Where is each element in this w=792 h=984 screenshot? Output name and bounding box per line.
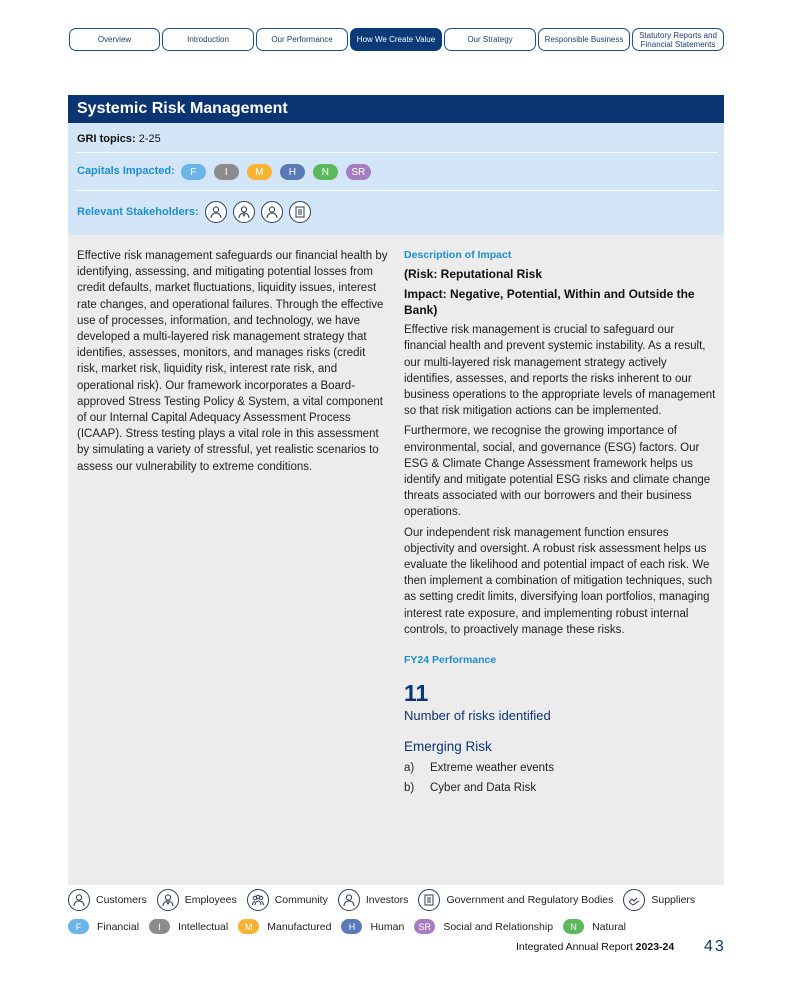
legend-item [563,919,626,934]
performance-value: 11 [404,680,429,707]
capital-badge: SR [414,919,435,934]
list-letter: b) [404,782,415,795]
capitals-label: Capitals Impacted: [77,165,175,177]
legend-label: Government and Regulatory Bodies [446,894,614,906]
meta-panel [68,123,724,235]
list-item [404,760,716,776]
tab-introduction[interactable]: Introduction [162,28,254,51]
impact-paragraph-2: Furthermore, we recognise the growing importance of environmental, social, and governance (ESG) factors. Our ESG & Climate Change Assessment framework helps us identify and mitigate potential ESG risks and climate change threats associated with our borrowers and their business operations. [404,425,711,519]
customers-icon [205,201,227,223]
impact-column [404,247,716,796]
legend-item [68,889,147,911]
impact-heading: Description of Impact [404,249,512,261]
legend-label: Investors [365,894,409,906]
legend-label: Financial [97,920,140,933]
legend-item [414,919,553,934]
capital-badge: N [563,919,584,934]
legend-item [338,889,409,911]
capital-badge: H [280,164,305,180]
capital-pills [181,162,379,181]
gri-topics-row [77,130,718,148]
legend-item [149,919,228,934]
investors-icon [338,889,360,911]
performance-label: Number of risks identified [404,708,551,724]
legend-item [157,889,237,911]
divider [77,190,718,191]
capital-badge: I [214,164,239,180]
legend-item [68,919,139,934]
legend-item [341,919,404,934]
report-year: 2023-24 [635,941,675,953]
legend-item [238,919,331,934]
stakeholders-row [77,199,718,225]
tab-responsible-business[interactable]: Responsible Business [538,28,630,51]
performance-heading: FY24 Performance [404,654,497,667]
tab-overview[interactable]: Overview [69,28,160,51]
capital-badge: F [68,919,89,934]
legend-label: Customers [96,894,147,906]
list-letter: a) [404,762,415,775]
report-footer [516,941,674,953]
legend-label: Intellectual [178,920,229,933]
stakeholder-legend [68,889,705,911]
intro-paragraph: Effective risk management safeguards our financial health by identifying, assessing, and mitigating potential losses from credit defaults, market fluctuations, liquidity issues, interest rate changes, and operational failures. Through the effective use of processes, information, and technology, we have developed a multi-layered risk management strategy that identifies, assesses, monitors, and manages risks (credit risk, market risk, liquidity risk, interest rate risk, and operational risk). Our framework incorporates a Board-approved Stress Testing Policy & System, a vital component of our Internal Capital Adequacy Assessment Process (ICAAP). Stress testing plays a vital role in this assessment by simulating a variety of stressful, yet realistic scenarios to assess our vulnerability to extreme conditions. [77,250,388,473]
page-number: 43 [704,938,726,955]
capital-badge: SR [346,164,371,180]
legend-label: Natural [592,920,626,933]
legend-label: Human [370,920,405,933]
suppliers-icon [623,889,645,911]
impact-paragraph-1: Effective risk management is crucial to safeguard our financial health and prevent systemic instability. As a result, our multi-layered risk management strategy actively identifies, assesses, and reports the risks inherent to our business operations to the appropriate levels of management so that risk mitigation actions can be implemented. [404,324,716,418]
stakeholders-label: Relevant Stakeholders: [77,206,199,218]
customers-icon [68,889,90,911]
divider [77,152,718,153]
gri-label: GRI topics: [77,133,136,145]
capitals-legend [68,919,636,934]
legend-label: Employees [184,894,237,906]
section-title [68,95,724,123]
tab-our-performance[interactable]: Our Performance [256,28,348,51]
legend-item [418,889,613,911]
risk-line: (Risk: Reputational Risk [404,267,543,282]
impact-paragraph-3: Our independent risk management function ensures objectivity and oversight. A robust risk assessment helps us evaluate the likelihood and potential impact of each risk. We then implement a combination of mitigation techniques, such as setting credit limits, diversifying loan portfolios, managing interest rate exposure, and implementing robust internal controls, to proactively manage these risks. [404,526,713,636]
government-icon [418,889,440,911]
tab-statutory-reports[interactable]: Statutory Reports and Financial Statements [632,28,724,51]
top-navigation [69,28,724,53]
government-icon [289,201,311,223]
impact-line: Impact: Negative, Potential, Within and Outside the Bank) [404,287,695,318]
legend-label: Social and Relationship [443,920,554,933]
list-text: Cyber and Data Risk [430,782,537,795]
capitals-row [77,161,718,181]
legend-item [247,889,328,911]
employees-icon [233,201,255,223]
investors-icon [261,201,283,223]
employees-icon [157,889,179,911]
legend-label: Community [274,894,328,906]
capital-badge: F [181,164,206,180]
gri-value: 2-25 [138,133,161,145]
capital-badge: N [313,164,338,180]
tab-how-we-create-value[interactable]: How We Create Value [350,28,442,51]
capital-badge: I [149,919,170,934]
list-item [404,780,716,796]
emerging-risk-heading: Emerging Risk [404,739,492,755]
list-text: Extreme weather events [430,762,555,775]
capital-badge: M [238,919,259,934]
capital-badge: H [341,919,362,934]
page-title: Systemic Risk Management [77,100,288,117]
intro-column [77,248,389,475]
community-icon [247,889,269,911]
legend-label: Suppliers [651,894,696,906]
report-name: Integrated Annual Report [516,941,636,953]
capital-badge: M [247,164,272,180]
legend-item [623,889,695,911]
tab-our-strategy[interactable]: Our Strategy [444,28,536,51]
legend-label: Manufactured [267,920,332,933]
